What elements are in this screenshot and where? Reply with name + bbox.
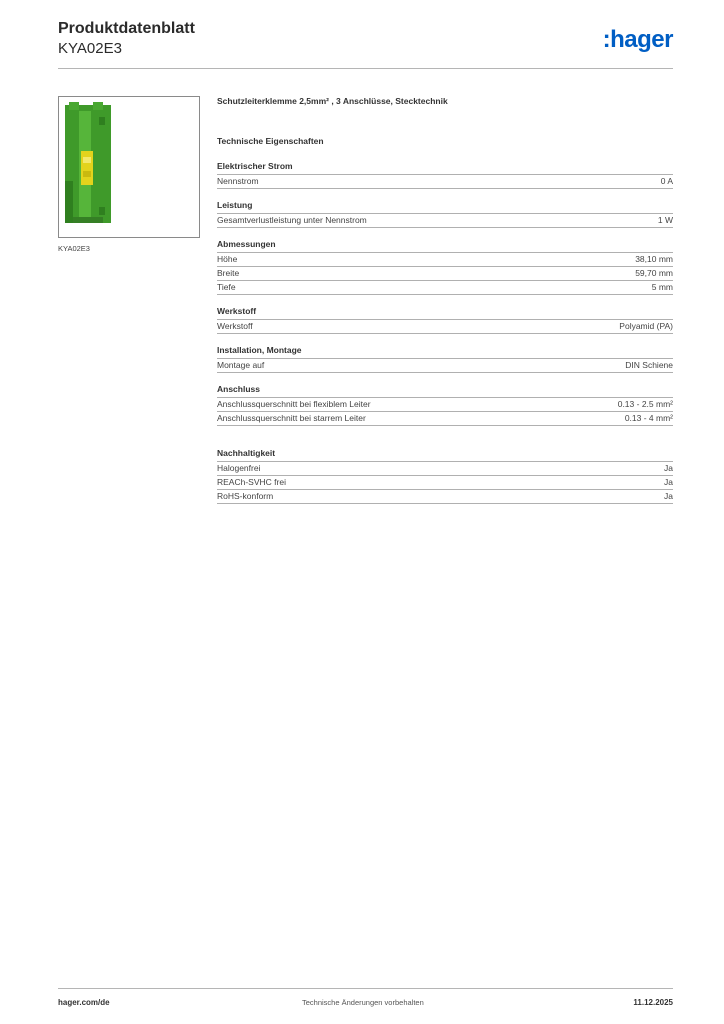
section-installation — [217, 345, 673, 373]
row-value: 59,70 mm — [635, 268, 673, 278]
section-sustainability — [217, 448, 673, 504]
table-row — [217, 359, 673, 373]
section-dimensions — [217, 239, 673, 295]
row-value: Ja — [664, 463, 673, 473]
table-row — [217, 214, 673, 228]
page-header — [58, 20, 673, 70]
table-row — [217, 253, 673, 267]
section-title: Leistung — [217, 200, 673, 214]
product-details — [217, 96, 673, 515]
header-divider — [58, 68, 673, 69]
row-label: Halogenfrei — [217, 463, 261, 473]
terminal-block-image — [59, 97, 199, 237]
table-row — [217, 267, 673, 281]
row-label: Nennstrom — [217, 176, 259, 186]
footer-notice: Technische Änderungen vorbehalten — [302, 998, 424, 1007]
image-caption: KYA02E3 — [58, 244, 90, 253]
table-row — [217, 281, 673, 295]
row-label: Anschlussquerschnitt bei flexiblem Leiter — [217, 399, 371, 409]
table-row — [217, 175, 673, 189]
hager-logo: :hager — [602, 26, 673, 53]
row-value: 0 A — [660, 176, 673, 186]
section-title: Elektrischer Strom — [217, 161, 673, 175]
table-row — [217, 490, 673, 504]
row-value: Ja — [664, 477, 673, 487]
section-title: Abmessungen — [217, 239, 673, 253]
row-value: 1 W — [657, 215, 673, 225]
product-code: KYA02E3 — [58, 40, 122, 57]
row-value: Ja — [664, 491, 673, 501]
row-value: 38,10 mm — [635, 254, 673, 264]
table-row — [217, 462, 673, 476]
row-label: Tiefe — [217, 282, 236, 292]
row-label: Gesamtverlustleistung unter Nennstrom — [217, 215, 367, 225]
row-value: 0.13 - 2.5 mm² — [617, 399, 673, 409]
section-power — [217, 200, 673, 228]
row-label: REACh-SVHC frei — [217, 477, 286, 487]
row-value: DIN Schiene — [625, 360, 673, 370]
section-connection — [217, 384, 673, 426]
row-label: Werkstoff — [217, 321, 253, 331]
document-title: Produktdatenblatt — [58, 20, 195, 37]
table-row — [217, 476, 673, 490]
table-row — [217, 320, 673, 334]
row-label: Anschlussquerschnitt bei starrem Leiter — [217, 413, 366, 423]
row-label: RoHS-konform — [217, 491, 274, 501]
footer-divider — [58, 988, 673, 989]
section-title: Installation, Montage — [217, 345, 673, 359]
section-title: Werkstoff — [217, 306, 673, 320]
footer-date: 11.12.2025 — [633, 998, 673, 1007]
row-label: Montage auf — [217, 360, 265, 370]
section-electric-current — [217, 161, 673, 189]
row-value: 0.13 - 4 mm² — [624, 413, 673, 423]
section-title: Anschluss — [217, 384, 673, 398]
footer-website-link[interactable]: hager.com/de — [58, 998, 110, 1007]
row-value: Polyamid (PA) — [619, 321, 673, 331]
section-title: Nachhaltigkeit — [217, 448, 673, 462]
table-row — [217, 398, 673, 412]
table-row — [217, 412, 673, 426]
properties-heading: Technische Eigenschaften — [217, 136, 324, 146]
terminal-block-body — [65, 102, 111, 223]
section-material — [217, 306, 673, 334]
row-label: Höhe — [217, 254, 238, 264]
product-description: Schutzleiterklemme 2,5mm² , 3 Anschlüsse, Stecktechnik — [217, 96, 448, 106]
row-label: Breite — [217, 268, 240, 278]
row-value: 5 mm — [651, 282, 673, 292]
product-image-frame — [58, 96, 200, 238]
